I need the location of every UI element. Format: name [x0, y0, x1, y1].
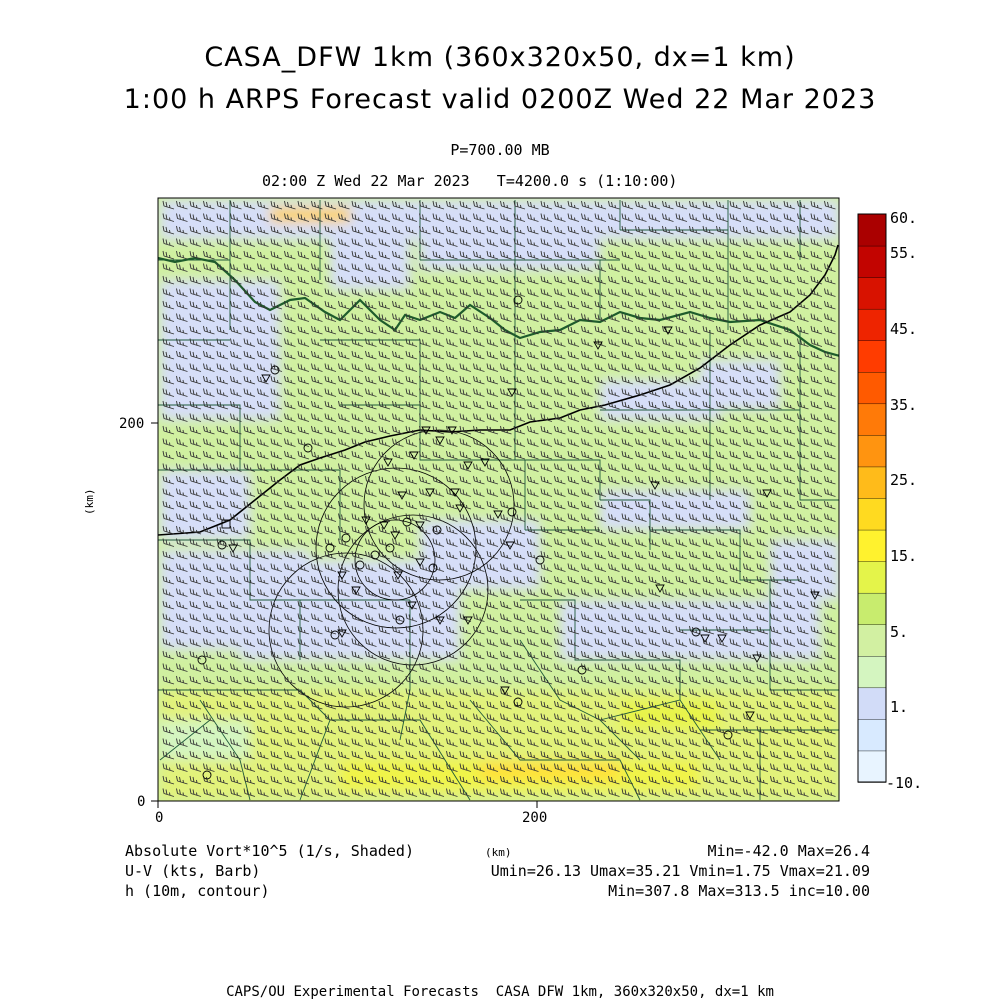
colorbar-label: 5.	[890, 623, 909, 641]
colorbar-swatch	[858, 277, 886, 309]
x-axis-unit: (km)	[485, 846, 512, 859]
legend-stats-vorticity: Min=-42.0 Max=26.4	[707, 842, 870, 860]
colorbar-swatch	[858, 719, 886, 751]
y-tick-200: 200	[119, 416, 145, 432]
colorbar-swatch	[858, 656, 886, 688]
colorbar-swatch	[858, 750, 886, 782]
footer-credit: CAPS/OU Experimental Forecasts CASA DFW 1km, 360x320x50, dx=1 km	[226, 984, 774, 1000]
x-tick-0: 0	[155, 810, 164, 826]
y-axis-unit: (km)	[83, 488, 96, 515]
colorbar-swatch	[858, 466, 886, 498]
vorticity-shading	[158, 198, 840, 801]
colorbar-label: 60.	[890, 209, 918, 227]
colorbar-label: 15.	[890, 547, 918, 565]
colorbar-swatch	[858, 340, 886, 372]
legend-field-wind: U-V (kts, Barb)	[125, 862, 261, 880]
y-tick-0: 0	[137, 794, 146, 810]
colorbar-swatch	[858, 435, 886, 467]
colorbar-swatch	[858, 687, 886, 719]
map-title-line-1: CASA_DFW 1km (360x320x50, dx=1 km)	[204, 42, 796, 73]
colorbar-label: 45.	[890, 320, 918, 338]
colorbar-label: 35.	[890, 396, 918, 414]
vorticity-colorbar	[858, 214, 886, 783]
colorbar-label: -10.	[886, 774, 923, 792]
legend-stats-wind: Umin=26.13 Umax=35.21 Vmin=1.75 Vmax=21.09	[490, 862, 870, 880]
colorbar-swatch	[858, 214, 886, 246]
colorbar-swatch	[858, 561, 886, 593]
legend-field-height: h (10m, contour)	[125, 882, 270, 900]
colorbar-swatch	[858, 530, 886, 562]
colorbar-swatch	[858, 309, 886, 341]
colorbar-label: 25.	[890, 471, 918, 489]
colorbar-swatch	[858, 403, 886, 435]
colorbar-label: 55.	[890, 244, 918, 262]
colorbar-swatch	[858, 246, 886, 278]
legend-stats-height: Min=307.8 Max=313.5 inc=10.00	[608, 882, 870, 900]
pressure-level-label: P=700.00 MB	[450, 141, 550, 159]
map-title-line-2: 1:00 h ARPS Forecast valid 0200Z Wed 22 Mar 2023	[123, 84, 877, 115]
colorbar-swatch	[858, 372, 886, 404]
x-tick-200: 200	[522, 810, 548, 826]
colorbar-label: 1.	[890, 698, 909, 716]
colorbar-labels	[886, 209, 922, 792]
colorbar-swatch	[858, 624, 886, 656]
colorbar-swatch	[858, 593, 886, 625]
valid-time-label: 02:00 Z Wed 22 Mar 2023 T=4200.0 s (1:10:00)	[262, 172, 678, 190]
legend-field-vorticity: Absolute Vort*10^5 (1/s, Shaded)	[125, 842, 414, 860]
colorbar-swatch	[858, 498, 886, 530]
